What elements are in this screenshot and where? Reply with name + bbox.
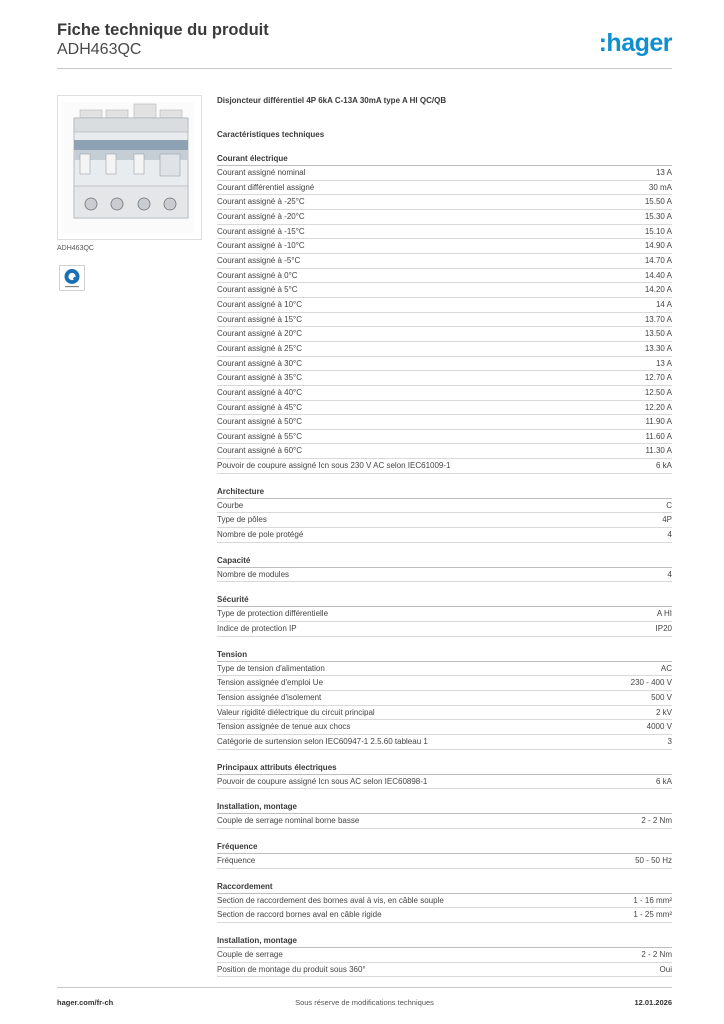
spec-row xyxy=(217,908,672,923)
spec-row xyxy=(217,283,672,298)
spec-label: Courbe xyxy=(217,500,244,510)
spec-row xyxy=(217,313,672,328)
spec-value: 15.30 A xyxy=(644,211,672,221)
spec-value: 12.50 A xyxy=(644,387,672,397)
spec-section xyxy=(217,934,672,977)
spec-label: Section de raccordement des bornes aval à vis, en câble souple xyxy=(217,895,444,905)
page-title: Fiche technique du produit xyxy=(57,21,269,39)
image-caption: ADH463QC xyxy=(57,245,94,252)
section-title: Installation, montage xyxy=(217,934,672,948)
spec-label: Courant assigné à -25°C xyxy=(217,197,305,207)
spec-label: Type de protection différentielle xyxy=(217,609,329,619)
section-title: Sécurité xyxy=(217,593,672,607)
spec-row xyxy=(217,444,672,459)
spec-label: Tension assignée d'emploi Ue xyxy=(217,678,324,688)
section-title: Installation, montage xyxy=(217,800,672,814)
spec-label: Valeur rigidité diélectrique du circuit principal xyxy=(217,707,375,717)
spec-label: Section de raccord bornes aval en câble rigide xyxy=(217,910,382,920)
spec-value: 13.30 A xyxy=(644,343,672,353)
spec-row xyxy=(217,239,672,254)
spec-label: Courant assigné à 0°C xyxy=(217,270,298,280)
spec-label: Courant assigné à 50°C xyxy=(217,417,303,427)
spec-section xyxy=(217,840,672,869)
spec-value: 13 A xyxy=(655,168,672,177)
spec-row xyxy=(217,386,672,401)
spec-value: 14.70 A xyxy=(644,255,672,265)
spec-label: Type de pôles xyxy=(217,515,267,525)
spec-label: Courant assigné à 30°C xyxy=(217,358,303,368)
section-title: Tension xyxy=(217,648,672,662)
spec-value: 14 A xyxy=(655,299,672,309)
spec-value: 1 - 25 mm² xyxy=(633,910,672,920)
spec-row xyxy=(217,181,672,196)
footer-divider xyxy=(57,987,672,988)
spec-label: Courant assigné à 60°C xyxy=(217,446,303,456)
spec-value: Oui xyxy=(659,964,672,974)
product-image xyxy=(57,95,202,240)
spec-value: 30 mA xyxy=(648,182,672,192)
section-title: Courant électrique xyxy=(217,152,672,166)
spec-label: Courant assigné à -5°C xyxy=(217,255,301,265)
footer-date: 12.01.2026 xyxy=(634,998,672,1007)
section-title: Architecture xyxy=(217,485,672,499)
footer-disclaimer: Sous réserve de modifications techniques xyxy=(295,998,434,1007)
spec-row xyxy=(217,691,672,706)
spec-section xyxy=(217,593,672,636)
spec-row xyxy=(217,401,672,416)
circuit-breaker-illustration xyxy=(58,96,201,239)
section-title: Principaux attributs électriques xyxy=(217,761,672,775)
spec-value: 4 xyxy=(667,530,672,540)
spec-label: Courant assigné à 20°C xyxy=(217,329,303,339)
spec-value: 500 V xyxy=(651,693,672,703)
spec-value: 50 - 50 Hz xyxy=(635,855,672,865)
spec-value: 13.70 A xyxy=(644,314,672,324)
spec-value: 6 kA xyxy=(655,776,672,786)
spec-row xyxy=(217,371,672,386)
spec-row xyxy=(217,415,672,430)
spec-value: AC xyxy=(660,663,672,673)
spec-value: 1 - 16 mm² xyxy=(633,895,672,905)
spec-value: 2 - 2 Nm xyxy=(641,816,672,826)
spec-label: Courant différentiel assigné xyxy=(217,182,315,192)
spec-value: 12.20 A xyxy=(644,402,672,412)
spec-label: Type de tension d'alimentation xyxy=(217,663,325,673)
spec-label: Pouvoir de coupure assigné Icn sous AC selon IEC60898-1 xyxy=(217,776,428,786)
spec-value: 4000 V xyxy=(646,722,672,732)
spec-value: 11.60 A xyxy=(645,431,672,441)
spec-label: Couple de serrage xyxy=(217,949,283,959)
spec-label: Courant assigné à 15°C xyxy=(217,314,303,324)
specs-heading: Caractéristiques techniques xyxy=(217,130,325,139)
spec-value: 230 - 400 V xyxy=(630,678,672,688)
spec-label: Nombre de modules xyxy=(217,569,290,579)
spec-value: 4P xyxy=(662,515,672,525)
spec-value: 14.40 A xyxy=(644,270,672,280)
spec-row xyxy=(217,210,672,225)
spec-section xyxy=(217,800,672,829)
spec-value: 13 A xyxy=(655,358,672,368)
spec-row xyxy=(217,499,672,514)
spec-value: 11.30 A xyxy=(645,446,672,456)
section-title: Capacité xyxy=(217,554,672,568)
spec-label: Courant assigné à 40°C xyxy=(217,387,303,397)
spec-label: Courant assigné à -20°C xyxy=(217,211,305,221)
spec-label: Courant assigné à -10°C xyxy=(217,241,305,251)
spec-value: 3 xyxy=(667,737,672,746)
spec-row xyxy=(217,706,672,721)
spec-value: 6 kA xyxy=(655,461,672,471)
section-title: Fréquence xyxy=(217,840,672,854)
spec-section xyxy=(217,554,672,583)
spec-value: 4 xyxy=(667,569,672,579)
spec-value: 11.90 A xyxy=(645,417,672,427)
spec-label: Indice de protection IP xyxy=(217,624,297,634)
footer-website: hager.com/fr-ch xyxy=(57,998,114,1007)
spec-label: Tension assignée de tenue aux chocs xyxy=(217,722,351,732)
spec-row xyxy=(217,963,672,978)
spec-row xyxy=(217,622,672,637)
header-divider xyxy=(57,68,672,69)
spec-row xyxy=(217,814,672,829)
spec-label: Couple de serrage nominal borne basse xyxy=(217,816,360,826)
spec-label: Courant assigné nominal xyxy=(217,168,306,177)
spec-value: 14.90 A xyxy=(644,241,672,251)
spec-label: Position de montage du produit sous 360° xyxy=(217,964,366,974)
spec-label: Tension assignée d'isolement xyxy=(217,693,322,703)
spec-label: Courant assigné à 45°C xyxy=(217,402,303,412)
spec-sections xyxy=(217,152,672,977)
spec-row xyxy=(217,528,672,543)
spec-value: 12.70 A xyxy=(644,373,672,383)
spec-value: A HI xyxy=(656,609,672,619)
spec-label: Pouvoir de coupure assigné Icn sous 230 V AC selon IEC61009-1 xyxy=(217,461,451,471)
spec-row xyxy=(217,166,672,181)
spec-label: Courant assigné à 55°C xyxy=(217,431,303,441)
spec-row xyxy=(217,298,672,313)
spec-row xyxy=(217,676,672,691)
spec-label: Courant assigné à 10°C xyxy=(217,299,303,309)
spec-row xyxy=(217,225,672,240)
spec-row xyxy=(217,357,672,372)
spec-label: Courant assigné à 25°C xyxy=(217,343,303,353)
spec-section xyxy=(217,485,672,543)
spec-label: Courant assigné à 5°C xyxy=(217,285,298,295)
spec-row xyxy=(217,607,672,622)
spec-value: 15.10 A xyxy=(644,226,672,236)
spec-value: 2 - 2 Nm xyxy=(641,949,672,959)
spec-label: Fréquence xyxy=(217,855,256,865)
hager-logo: :hager xyxy=(598,29,672,57)
product-reference: ADH463QC xyxy=(57,41,142,58)
spec-label: Nombre de pole protégé xyxy=(217,530,304,540)
spec-value: C xyxy=(666,500,672,510)
spec-row xyxy=(217,948,672,963)
product-description: Disjoncteur différentiel 4P 6kA C-13A 30mA type A HI QC/QB xyxy=(217,96,447,105)
spec-value: 14.20 A xyxy=(644,285,672,295)
spec-value: 2 kV xyxy=(655,707,672,717)
spec-row xyxy=(217,459,672,474)
spec-row xyxy=(217,894,672,909)
spec-value: IP20 xyxy=(655,624,672,634)
main-content xyxy=(217,94,672,977)
spec-section xyxy=(217,648,672,750)
page-footer xyxy=(57,998,672,1010)
spec-value: 15.50 A xyxy=(644,197,672,207)
spec-row xyxy=(217,775,672,790)
spec-row xyxy=(217,327,672,342)
spec-section xyxy=(217,880,672,923)
spec-label: Catégorie de surtension selon IEC60947-1 2.5.60 tableau 1 xyxy=(217,737,428,746)
spec-row xyxy=(217,195,672,210)
spec-row xyxy=(217,720,672,735)
spec-section xyxy=(217,761,672,790)
quality-badge-icon xyxy=(59,265,85,291)
spec-label: Courant assigné à 35°C xyxy=(217,373,303,383)
spec-row xyxy=(217,513,672,528)
section-title: Raccordement xyxy=(217,880,672,894)
spec-row xyxy=(217,662,672,677)
spec-row xyxy=(217,735,672,750)
spec-row xyxy=(217,342,672,357)
spec-row xyxy=(217,254,672,269)
spec-row xyxy=(217,269,672,284)
spec-row xyxy=(217,854,672,869)
spec-value: 13.50 A xyxy=(644,329,672,339)
page-header xyxy=(57,20,672,68)
spec-section xyxy=(217,152,672,474)
spec-row xyxy=(217,430,672,445)
spec-label: Courant assigné à -15°C xyxy=(217,226,305,236)
spec-row xyxy=(217,568,672,583)
